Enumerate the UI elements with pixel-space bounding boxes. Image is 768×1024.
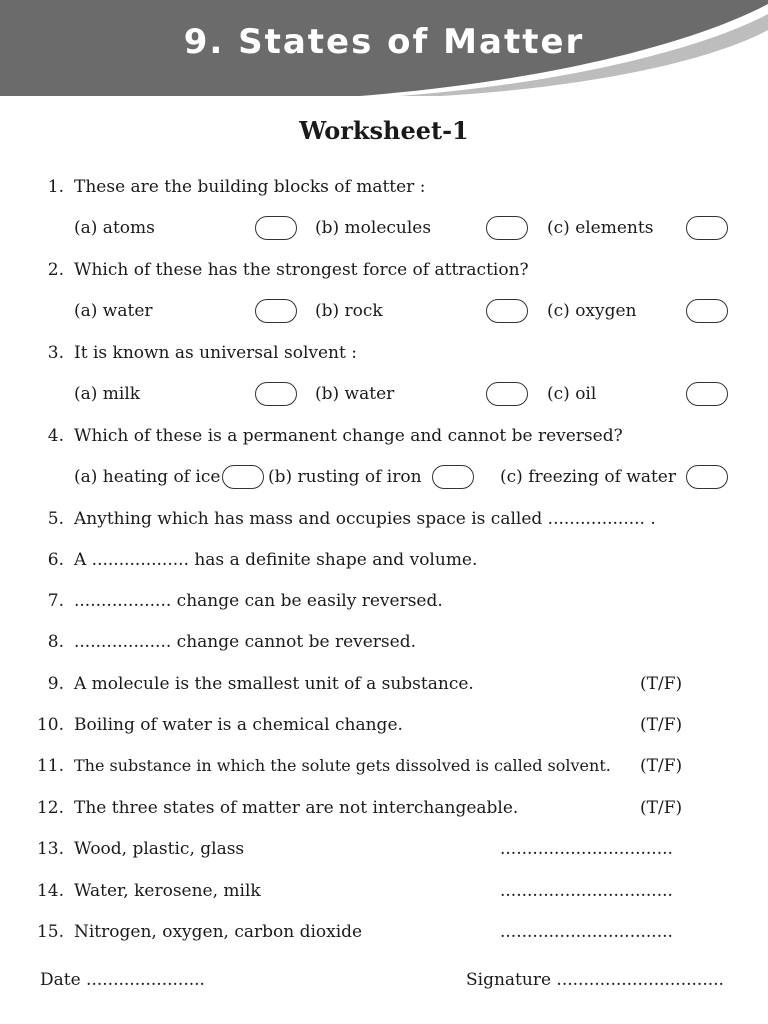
question-text: Anything which has mass and occupies space is called .................. . [74, 509, 656, 529]
question-number: 6. [47, 550, 64, 570]
question-text: These are the building blocks of matter : [74, 177, 426, 197]
answer-box[interactable] [486, 299, 528, 323]
question-text: The three states of matter are not interchangeable. [74, 798, 519, 818]
true-false-marker: (T/F) [640, 674, 683, 694]
signature-field[interactable]: Signature ............................... [466, 970, 724, 990]
question-number: 7. [47, 591, 64, 611]
question-text: .................. change cannot be reversed. [74, 632, 416, 652]
option-b: (b) water [315, 384, 395, 404]
question-number: 3. [47, 343, 64, 363]
question-text: Water, kerosene, milk [74, 881, 261, 901]
question-number: 9. [47, 674, 64, 694]
option-a: (a) milk [74, 384, 141, 404]
question-number: 13. [36, 839, 64, 859]
answer-box[interactable] [222, 465, 264, 489]
question-number: 12. [36, 798, 64, 818]
answer-box[interactable] [255, 216, 297, 240]
option-c: (c) elements [547, 218, 654, 238]
option-c: (c) oxygen [547, 301, 637, 321]
answer-blank[interactable]: ................................ [500, 881, 673, 901]
true-false-marker: (T/F) [640, 756, 683, 776]
option-b: (b) rusting of iron [268, 467, 422, 487]
question-number: 14. [36, 881, 64, 901]
answer-box[interactable] [686, 382, 728, 406]
answer-blank[interactable]: ................................ [500, 922, 673, 942]
question-number: 15. [36, 922, 64, 942]
question-number: 2. [47, 260, 64, 280]
worksheet-title: Worksheet-1 [299, 116, 469, 145]
question-number: 4. [47, 426, 64, 446]
question-number: 11. [36, 756, 64, 776]
answer-box[interactable] [486, 216, 528, 240]
date-field[interactable]: Date ...................... [40, 970, 205, 990]
question-text: A .................. has a definite shape and volume. [74, 550, 478, 570]
chapter-header-banner [0, 0, 768, 96]
answer-box[interactable] [486, 382, 528, 406]
option-b: (b) rock [315, 301, 383, 321]
question-text: Wood, plastic, glass [74, 839, 245, 859]
question-number: 5. [47, 509, 64, 529]
option-a: (a) water [74, 301, 153, 321]
answer-box[interactable] [255, 299, 297, 323]
answer-box[interactable] [255, 382, 297, 406]
option-c: (c) freezing of water [500, 467, 676, 487]
answer-box[interactable] [432, 465, 474, 489]
option-a: (a) heating of ice [74, 467, 221, 487]
question-text: .................. change can be easily reversed. [74, 591, 443, 611]
true-false-marker: (T/F) [640, 715, 683, 735]
question-text: It is known as universal solvent : [74, 343, 357, 363]
question-number: 8. [47, 632, 64, 652]
option-b: (b) molecules [315, 218, 432, 238]
option-a: (a) atoms [74, 218, 155, 238]
question-text: Which of these has the strongest force of attraction? [74, 260, 529, 280]
question-number: 1. [47, 177, 64, 197]
answer-box[interactable] [686, 216, 728, 240]
chapter-title: 9. States of Matter [183, 22, 585, 62]
question-text: The substance in which the solute gets dissolved is called solvent. [74, 756, 611, 775]
true-false-marker: (T/F) [640, 798, 683, 818]
question-text: Which of these is a permanent change and cannot be reversed? [74, 426, 623, 446]
answer-box[interactable] [686, 299, 728, 323]
question-text: Nitrogen, oxygen, carbon dioxide [74, 922, 363, 942]
answer-blank[interactable]: ................................ [500, 839, 673, 859]
answer-box[interactable] [686, 465, 728, 489]
option-c: (c) oil [547, 384, 597, 404]
question-text: A molecule is the smallest unit of a substance. [74, 674, 474, 694]
question-text: Boiling of water is a chemical change. [74, 715, 403, 735]
question-number: 10. [36, 715, 64, 735]
